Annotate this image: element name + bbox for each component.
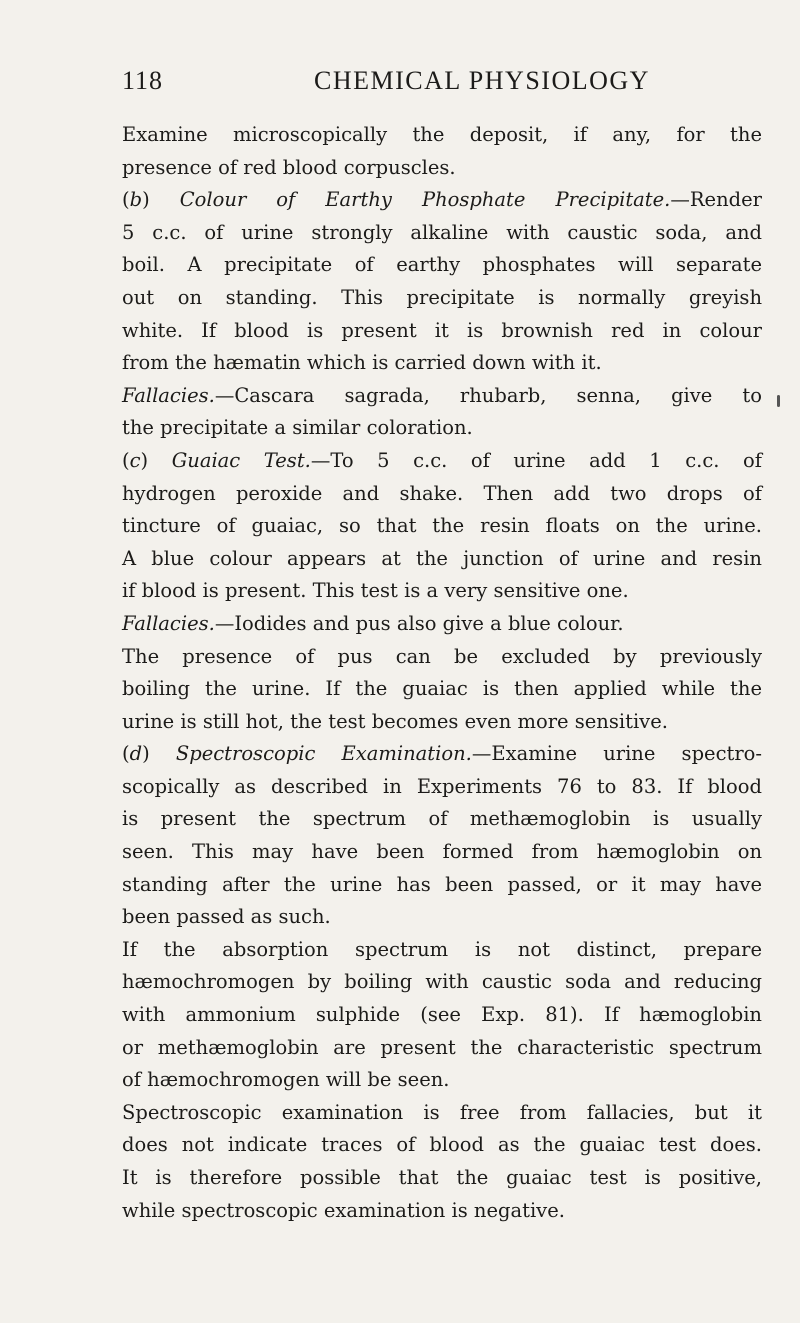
text-line: presence of red blood corpuscles. xyxy=(122,155,456,179)
text-line: Spectroscopic examination is free from fallacies, but it xyxy=(122,1100,762,1124)
text-line: with ammonium sulphide (see Exp. 81). If hæmoglobin xyxy=(122,1003,762,1027)
text-line: out on standing. This precipitate is normally greyish xyxy=(122,285,762,309)
italic-heading: Fallacies. xyxy=(122,383,215,407)
text-line: If the absorption spectrum is not distinct, prepare xyxy=(122,937,762,961)
margin-mark xyxy=(777,395,780,407)
text-line: A blue colour appears at the junction of urine and resin xyxy=(122,546,762,570)
text-line: white. If blood is present it is brownish red in colour xyxy=(122,318,762,342)
paragraph-spectroscopic xyxy=(122,738,762,934)
text-line: boil. A precipitate of earthy phosphates will separate xyxy=(122,253,762,277)
text-line: does not indicate traces of blood as the guaiac test does. xyxy=(122,1133,762,1157)
text-line: boiling the urine. If the guaiac is then applied while the xyxy=(122,677,762,701)
running-head: CHEMICAL PHYSIOLOGY xyxy=(314,66,650,95)
italic-heading: Guaiac Test. xyxy=(171,448,311,472)
text-line: hæmochromogen by boiling with caustic soda and reducing xyxy=(122,970,762,994)
italic-heading: d xyxy=(129,742,143,766)
text-line: while spectroscopic examination is negative. xyxy=(122,1198,565,1222)
text-line: tincture of guaiac, so that the resin floats on the urine. xyxy=(122,514,762,538)
text-line: the precipitate a similar coloration. xyxy=(122,416,473,440)
paragraph-guaiac-test xyxy=(122,445,762,608)
text-line-heading: (c) Guaiac Test.—To 5 c.c. of urine add 1 c.c. of xyxy=(122,448,762,472)
text-line: Examine microscopically the deposit, if any, for the xyxy=(122,123,762,146)
text-line-heading: Fallacies.—Iodides and pus also give a blue colour. xyxy=(122,611,624,635)
text-line-heading: (b) Colour of Earthy Phosphate Precipitate.—Render xyxy=(122,188,762,212)
text-line: scopically as described in Experiments 76 to 83. If blood xyxy=(122,774,762,798)
text-line: of hæmochromogen will be seen. xyxy=(122,1068,450,1092)
paragraph-absorption xyxy=(122,934,762,1097)
page-number: 118 xyxy=(122,66,164,95)
italic-heading: Colour of Earthy Phosphate Precipitate. xyxy=(179,188,671,212)
text-line-heading: Fallacies.—Cascara sagrada, rhubarb, senna, give to xyxy=(122,383,762,407)
text-line: It is therefore possible that the guaiac test is positive, xyxy=(122,1166,762,1189)
italic-heading: Spectroscopic Examination. xyxy=(175,742,472,766)
paragraph-intro xyxy=(122,119,762,184)
text-line: 5 c.c. of urine strongly alkaline with caustic soda, and xyxy=(122,220,762,244)
text-line: urine is still hot, the test becomes even more sensitive. xyxy=(122,709,668,733)
text-line-heading: (d) Spectroscopic Examination.—Examine urine spectro- xyxy=(122,742,762,766)
italic-heading: b xyxy=(129,188,143,212)
text-line: if blood is present. This test is a very sensitive one. xyxy=(122,579,629,603)
paragraph-earthy-phosphate xyxy=(122,184,762,380)
body-text xyxy=(122,119,762,1227)
text-line: or methæmoglobin are present the characteristic spectrum xyxy=(122,1035,762,1059)
paragraph-fallacies-2 xyxy=(122,608,762,738)
italic-heading: c xyxy=(129,448,141,472)
text-line: is present the spectrum of methæmoglobin is usually xyxy=(122,807,762,831)
text-line: been passed as such. xyxy=(122,905,331,929)
paragraph-fallacies-1 xyxy=(122,380,762,445)
text-line: standing after the urine has been passed, or it may have xyxy=(122,872,762,896)
text-line: seen. This may have been formed from hæmoglobin on xyxy=(122,840,762,864)
paragraph-conclusion xyxy=(122,1097,762,1227)
text-line: from the hæmatin which is carried down with it. xyxy=(122,351,602,375)
text-line: hydrogen peroxide and shake. Then add two drops of xyxy=(122,481,762,505)
italic-heading: Fallacies. xyxy=(122,611,215,635)
text-line: The presence of pus can be excluded by previously xyxy=(122,644,762,668)
page-header xyxy=(122,66,762,96)
